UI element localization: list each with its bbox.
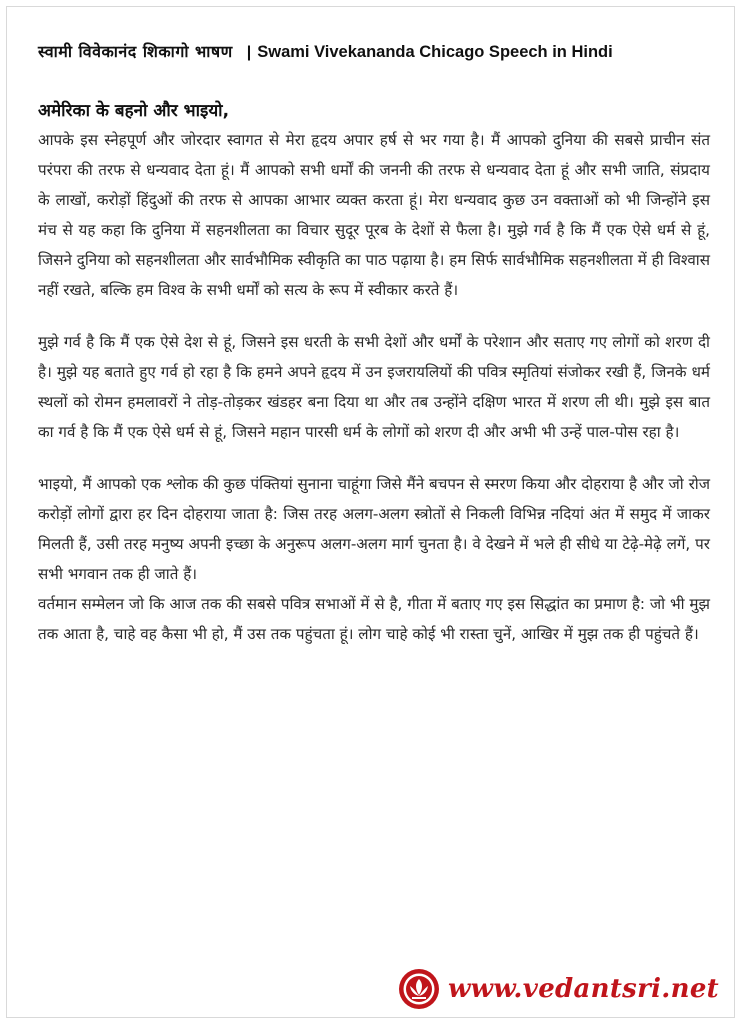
footer [398, 968, 719, 1010]
salutation-heading: अमेरिका के बहनो और भाइयो, [38, 101, 230, 121]
title-separator: | [246, 44, 252, 61]
website-url[interactable]: www.vedantsri.net [448, 974, 719, 1004]
page-title [38, 40, 710, 62]
article [38, 40, 710, 649]
title-hindi: स्वामी विवेकानंद शिकागो भाषण [38, 42, 233, 61]
vedantsri-lotus-logo-icon [398, 968, 440, 1010]
title-english: Swami Vivekananda Chicago Speech in Hindi [257, 43, 613, 61]
paragraph-2: मुझे गर्व है कि मैं एक ऐसे देश से हूं, जिसने इस धरती के सभी देशों और धर्मों के परेशान और सताए गए लोगों को शरण दी है। मुझे यह बताते हुए गर्व हो रहा है कि हमने अपने हृदय में उन इजरायलियों की पवित्र स्मृतियां संजोकर रखी हैं, जिनके धर्म स्थलों को रोमन हमलावरों ने तोड़-तोड़कर खंडहर बना दिया था और तब उन्होंने दक्षिण भारत में शरण ली थी। मुझे इस बात का गर्व है कि मैं एक ऐसे धर्म से हूं, जिसने महान पारसी धर्म के लोगों को शरण दी और अभी भी उन्हें पाल-पोस रहा है। [38, 333, 710, 441]
paragraph-1: आपके इस स्नेहपूर्ण और जोरदार स्वागत से मेरा हृदय अपार हर्ष से भर गया है। मैं आपको दुनिया की सबसे प्राचीन संत परंपरा की तरफ से धन्यवाद देता हूं। मैं आपको सभी धर्मों की जननी की तरफ से धन्यवाद देता हूं और सभी जाति, संप्रदाय के लाखों, करोड़ों हिंदुओं की तरफ से आपका आभार व्यक्त करता हूं। मेरा धन्यवाद कुछ उन वक्ताओं को भी जिन्होंने इस मंच से यह कहा कि दुनिया में सहनशीलता का विचार सुदूर पूरब के देशों से फैला है। मुझे गर्व है कि मैं एक ऐसे धर्म से हूं, जिसने दुनिया को सहनशीलता और सार्वभौमिक स्वीकृति का पाठ पढ़ाया है। हम सिर्फ सार्वभौमिक सहनशीलता में ही विश्वास नहीं रखते, बल्कि हम विश्व के सभी धर्मों को सत्य के रूप में स्वीकार करते हैं। [38, 131, 710, 299]
paragraph-4: वर्तमान सम्मेलन जो कि आज तक की सबसे पवित्र सभाओं में से है, गीता में बताए गए इस सिद्धांत का प्रमाण है: जो भी मुझ तक आता है, चाहे वह कैसा भी हो, मैं उस तक पहुंचता हूं। लोग चाहे कोई भी रास्ता चुनें, आखिर में मुझ तक ही पहुंचते हैं। [38, 595, 710, 643]
paragraph-3: भाइयो, मैं आपको एक श्लोक की कुछ पंक्तियां सुनाना चाहूंगा जिसे मैंने बचपन से स्मरण किया और दोहराया है और जो रोज करोड़ों लोगों द्वारा हर दिन दोहराया जाता है: जिस तरह अलग-अलग स्त्रोतों से निकली विभिन्न नदियां अंत में समुद में जाकर मिलती हैं, उसी तरह मनुष्य अपनी इच्छा के अनुरूप अलग-अलग मार्ग चुनता है। वे देखने में भले ही सीधे या टेढ़े-मेढ़े लगें, पर सभी भगवान तक ही जाते हैं। [38, 475, 710, 583]
